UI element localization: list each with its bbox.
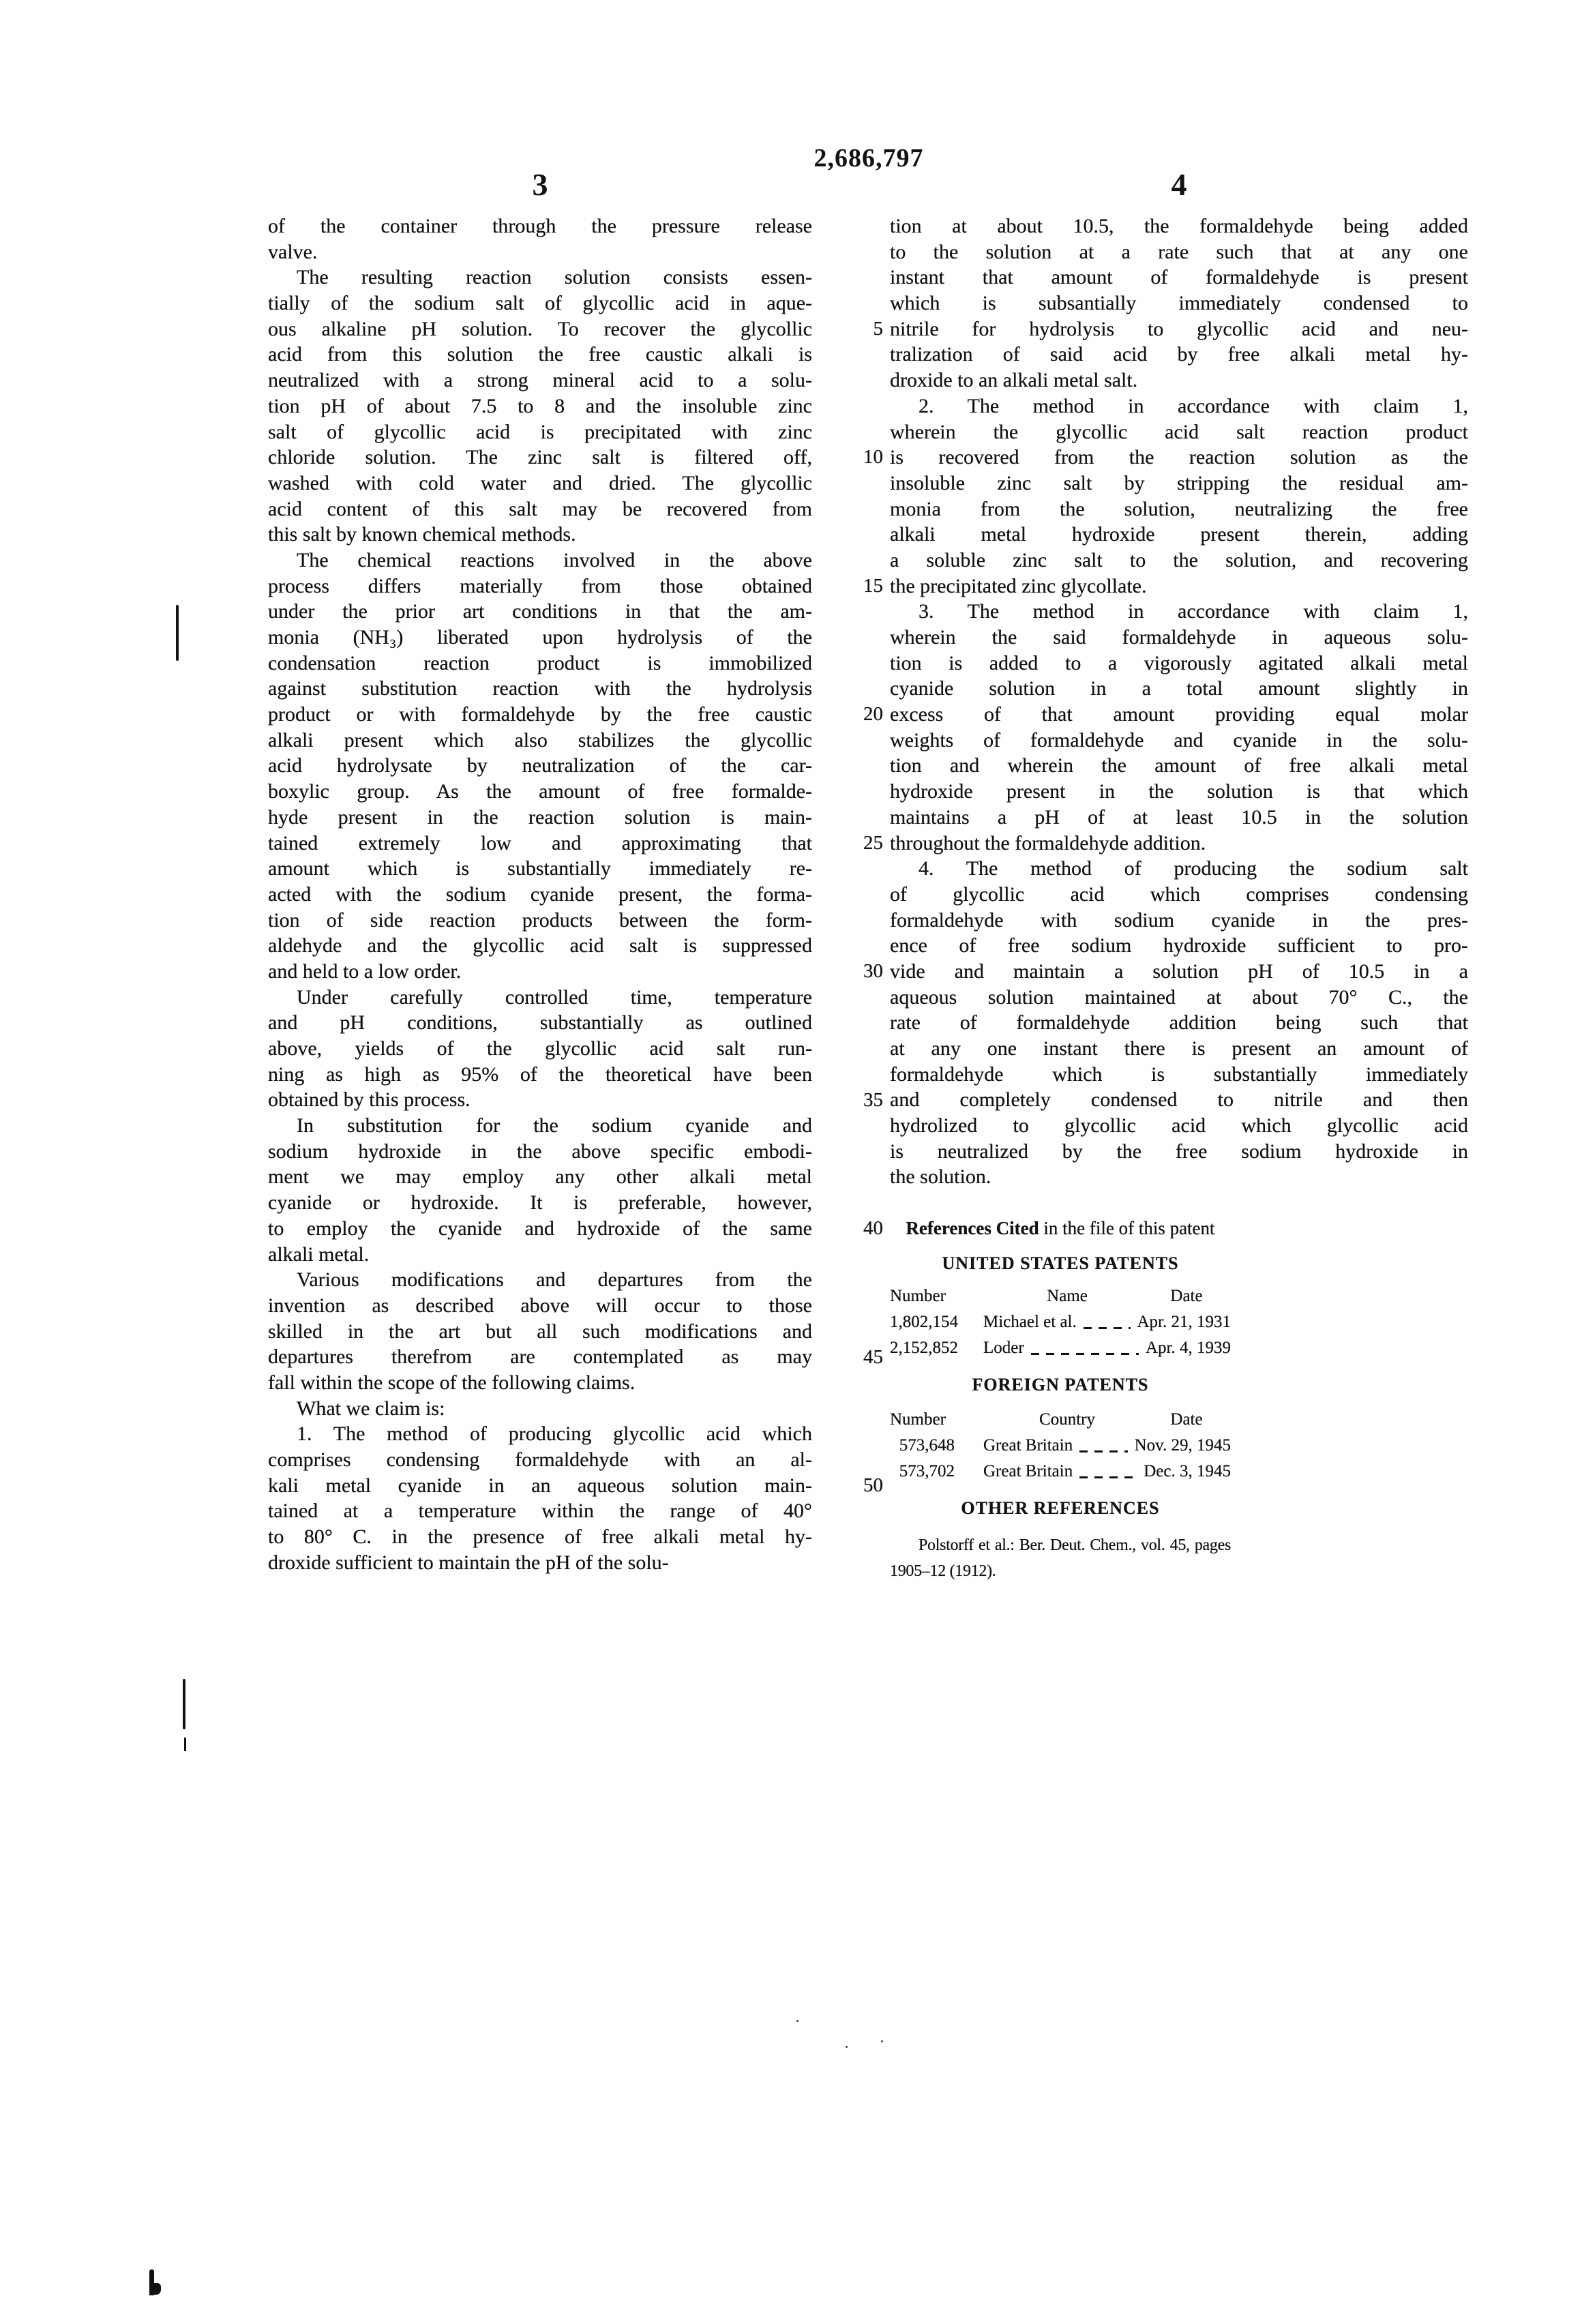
text-line: droxide to an alkali metal salt. [890,369,1138,392]
patent-ref-date: Dec. 3, 1945 [1144,1462,1231,1481]
text-line: of glycollic acid which comprises condensing [890,882,1468,906]
foreign-patents-heading: FOREIGN PATENTS [972,1375,1149,1395]
text-line: sodium hydroxide in the above specific embodi- [268,1139,812,1163]
text-line: salt of glycollic acid is precipitated with zinc [268,420,812,443]
text-line: cyanide or hydroxide. It is preferable, however, [268,1191,812,1215]
text-line: which is subsantially immediately condensed to [890,292,1468,315]
text-line: fall within the scope of the following claims. [268,1371,636,1394]
text-line: acid from this solution the free caustic alkali is [268,343,812,366]
text-line: tained at a temperature within the range of 40° [268,1500,812,1523]
text-line: comprises condensing formaldehyde with an al- [268,1448,812,1471]
scan-noise-dot [796,2020,799,2022]
patent-ref-date: Nov. 29, 1945 [1134,1436,1231,1455]
patent-ref-details [983,1459,1231,1485]
text-line: ence of free sodium hydroxide sufficient to pro- [890,934,1468,957]
text-line: process differs materially from those obtained [268,574,812,597]
text-line: valve. [268,240,318,263]
text-line: under the prior art conditions in that the am- [268,600,812,623]
table-row [890,1459,1231,1485]
text-line: tially of the sodium salt of glycollic acid in aque- [268,292,812,315]
patent-ref-date: Apr. 4, 1939 [1146,1339,1231,1358]
text-line: to 80° C. in the presence of free alkali metal hy- [268,1525,812,1549]
text-line: chloride solution. The zinc salt is filtered off, [268,446,812,469]
text-line: at any one instant there is present an amount of [890,1037,1468,1060]
text-line: insoluble zinc salt by stripping the residual am- [890,471,1468,494]
scan-artifact-stroke [183,1679,185,1729]
dash-leader [1079,1476,1137,1478]
patent-ref-number: 573,702 [899,1462,955,1481]
page-column-number-left: 3 [532,167,548,202]
patent-ref-number: 2,152,852 [890,1339,958,1358]
text-line: 3. The method in accordance with claim 1, [919,600,1468,623]
text-line: and held to a low order. [268,959,462,983]
margin-line-number: 35 [863,1088,883,1111]
page-column-number-right: 4 [1171,167,1187,202]
text-line: acted with the sodium cyanide present, the forma- [268,882,812,906]
text-line: of the container through the pressure release [268,215,812,237]
us-patents-table [890,1283,1231,1361]
text-line: alkali present which also stabilizes the glycollic [268,728,812,751]
text-line: kali metal cyanide in an aqueous solution main- [268,1474,812,1497]
patent-number-header: 2,686,797 [814,144,924,173]
text-line: acid content of this salt may be recovered from [268,497,812,520]
text-line: product or with formaldehyde by the free caustic [268,703,812,726]
text-line: hyde present in the reaction solution is main- [268,805,812,829]
text-line: a soluble zinc salt to the solution, and recovering [890,548,1468,571]
text-line: wherein the said formaldehyde in aqueous solu- [890,626,1468,649]
text-line: alkali metal hydroxide present therein, adding [890,523,1468,546]
right-text-column [890,213,1468,1584]
scan-noise-dot [846,2046,848,2048]
patent-ref-details [983,1309,1231,1335]
text-line: Polstorff et al.: Ber. Deut. Chem., vol. 45, pages [919,1536,1231,1555]
margin-line-number: 20 [863,703,883,726]
patent-ref-name: Loder [983,1339,1024,1358]
text-line: above, yields of the glycollic acid salt run- [268,1037,812,1060]
patent-ref-name: Great Britain [983,1436,1073,1455]
references-cited-bold: References Cited [906,1218,1039,1239]
text-line: to the solution at a rate such that at any one [890,240,1468,263]
us-patents-heading: UNITED STATES PATENTS [942,1253,1179,1274]
margin-line-number: 30 [863,960,883,983]
patent-ref-number: 1,802,154 [890,1313,958,1332]
table-header-row [890,1407,1231,1433]
text-line: and pH conditions, substantially as outlined [268,1011,812,1034]
text-line: hydroxide present in the solution is that which [890,780,1468,803]
patent-ref-name: Michael et al. [983,1313,1077,1332]
text-line: weights of formaldehyde and cyanide in the solu- [890,728,1468,751]
text-line: formaldehyde with sodium cyanide in the pres- [890,908,1468,932]
text-line: invention as described above will occur to those [268,1294,812,1317]
text-line: nitrile for hydrolysis to glycollic acid and neu- [890,317,1468,340]
references-cited-rest: in the file of this patent [1039,1218,1215,1239]
text-line: instant that amount of formaldehyde is present [890,266,1468,289]
text-line: tion is added to a vigorously agitated alkali metal [890,651,1468,674]
claims-text [890,213,1468,1190]
text-line: tion at about 10.5, the formaldehyde being added [890,215,1468,237]
text-line: and completely condensed to nitrile and then [890,1088,1468,1112]
text-line: tion of side reaction products between the form- [268,908,812,932]
text-line: The resulting reaction solution consists essen- [297,266,812,289]
text-line: 2. The method in accordance with claim 1, [919,394,1468,417]
table-row [890,1433,1231,1459]
foreign-patents-table [890,1407,1231,1485]
text-line: skilled in the art but all such modifications and [268,1320,812,1343]
margin-line-number: 10 [863,446,883,468]
text-line: alkali metal. [268,1242,370,1266]
margin-line-number: 15 [863,574,883,597]
line-number-gutter [827,0,883,2324]
text-line: wherein the glycollic acid salt reaction product [890,420,1468,443]
margin-line-number: 50 [863,1474,883,1497]
left-text-column [268,213,812,1575]
margin-line-number: 5 [873,317,883,340]
scan-artifact-stroke [176,605,179,661]
references-cited-line [890,1215,1231,1241]
table-column-header: Number [890,1410,946,1429]
patent-ref-details [983,1335,1231,1361]
text-line: maintains a pH of at least 10.5 in the solution [890,805,1468,829]
text-line: condensation reaction product is immobilized [268,651,812,674]
patent-ref-details [983,1433,1231,1459]
text-line: is recovered from the reaction solution as the [890,446,1468,469]
text-line: hydrolized to glycollic acid which glycollic acid [890,1114,1468,1137]
table-column-header: Country [1039,1410,1095,1429]
text-line: 1905–12 (1912). [890,1562,996,1581]
scan-noise-dot [881,2040,883,2042]
dash-leader [1084,1327,1131,1329]
text-line: monia (NH₃) liberated upon hydrolysis of the [268,626,812,649]
text-line: cyanide solution in a total amount slightly in [890,677,1468,700]
text-line: vide and maintain a solution pH of 10.5 in a [890,959,1468,983]
patent-ref-number: 573,648 [899,1436,955,1455]
dash-leader [1079,1450,1127,1452]
text-line: departures therefrom are contemplated as may [268,1345,812,1369]
patent-ref-name: Great Britain [983,1462,1073,1481]
margin-line-number: 45 [863,1345,883,1368]
table-header-row [890,1283,1231,1309]
text-line: 1. The method of producing glycollic acid which [297,1422,812,1446]
text-line: Various modifications and departures from the [297,1268,812,1292]
text-line: boxylic group. As the amount of free formalde- [268,780,812,803]
text-line: excess of that amount providing equal molar [890,703,1468,726]
text-line: Under carefully controlled time, temperature [297,985,812,1009]
text-line: droxide sufficient to maintain the pH of the solu- [268,1551,669,1574]
text-line: tained extremely low and approximating that [268,831,812,854]
text-line: aldehyde and the glycollic acid salt is suppressed [268,934,812,957]
text-line: acid hydrolysate by neutralization of the car- [268,754,812,777]
text-line: What we claim is: [297,1397,445,1420]
text-line: The chemical reactions involved in the above [297,548,812,571]
margin-line-number: 40 [863,1217,883,1240]
margin-line-number: 25 [863,831,883,854]
text-line: tion pH of about 7.5 to 8 and the insoluble zinc [268,394,812,417]
text-line: the precipitated zinc glycollate. [890,574,1147,597]
table-column-header: Date [1170,1410,1203,1429]
text-line: amount which is substantially immediately re- [268,857,812,880]
text-line: ning as high as 95% of the theoretical have been [268,1062,812,1086]
text-line: is neutralized by the free sodium hydroxide in [890,1139,1468,1163]
references-section [890,1215,1231,1584]
text-line: aqueous solution maintained at about 70° C., the [890,985,1468,1009]
text-line: against substitution reaction with the hydrolysis [268,677,812,700]
scan-artifact-ink-blob [149,2283,161,2295]
text-line: In substitution for the sodium cyanide and [297,1114,812,1137]
text-line: tion and wherein the amount of free alkali metal [890,754,1468,777]
text-line: washed with cold water and dried. The glycollic [268,471,812,494]
scan-artifact-stroke [184,1738,186,1751]
text-line: tralization of said acid by free alkali metal hy- [890,343,1468,366]
text-line: ous alkaline pH solution. To recover the glycollic [268,317,812,340]
text-line: rate of formaldehyde addition being such that [890,1011,1468,1034]
text-line: to employ the cyanide and hydroxide of the same [268,1217,812,1240]
text-line: formaldehyde which is substantially immediately [890,1062,1468,1086]
text-line: ment we may employ any other alkali metal [268,1165,812,1189]
other-references-heading: OTHER REFERENCES [961,1498,1160,1519]
text-line: the solution. [890,1165,991,1189]
other-references-text [890,1532,1231,1584]
dash-leader [1031,1353,1139,1355]
table-row [890,1335,1231,1361]
text-line: 4. The method of producing the sodium salt [919,857,1468,880]
text-line: this salt by known chemical methods. [268,523,576,546]
table-column-header: Name [1047,1287,1088,1306]
patent-ref-date: Apr. 21, 1931 [1137,1313,1231,1332]
table-column-header: Date [1170,1287,1203,1306]
table-column-header: Number [890,1287,946,1306]
text-line: throughout the formaldehyde addition. [890,831,1206,854]
table-row [890,1309,1231,1335]
text-line: monia from the solution, neutralizing the free [890,497,1468,520]
text-line: obtained by this process. [268,1088,471,1112]
text-line: neutralized with a strong mineral acid to a solu- [268,369,812,392]
